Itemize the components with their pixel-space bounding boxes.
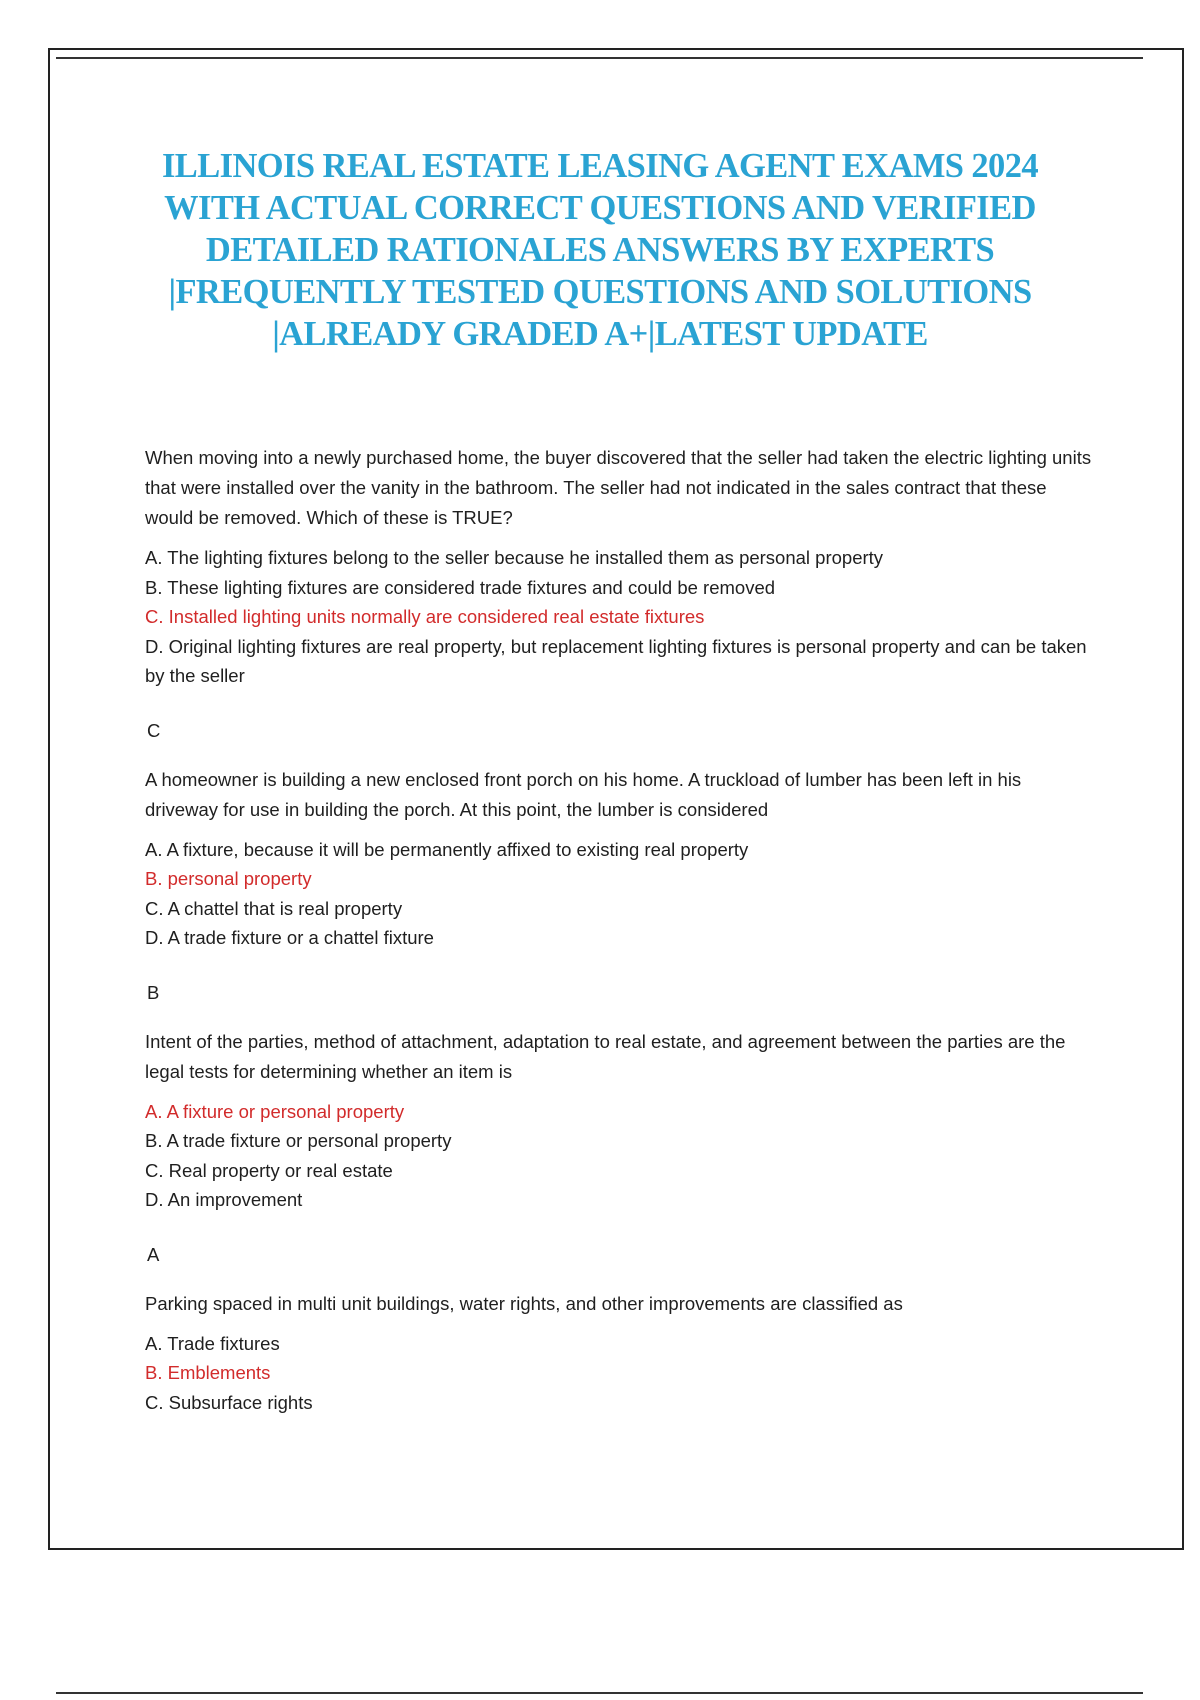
question-block-1 <box>145 443 1095 746</box>
title-line: WITH ACTUAL CORRECT QUESTIONS AND VERIFIED <box>164 189 1036 227</box>
option-a: A. The lighting fixtures belong to the seller because he installed them as personal property <box>145 547 884 568</box>
option-a: A. Trade fixtures <box>145 1332 280 1354</box>
option-c: C. Real property or real estate <box>145 1159 393 1181</box>
document-title <box>120 145 1080 355</box>
question-block-2 <box>145 765 1095 1008</box>
option-list <box>145 543 1095 691</box>
option-b-correct: B. Emblements <box>145 1362 271 1383</box>
option-a-correct: A. A fixture or personal property <box>145 1100 405 1122</box>
option-list <box>145 1097 1095 1215</box>
option-c: C. Subsurface rights <box>145 1391 313 1413</box>
top-rule <box>56 57 1143 59</box>
title-line: ILLINOIS REAL ESTATE LEASING AGENT EXAMS 2024 <box>161 147 1038 185</box>
option-b: B. These lighting fixtures are considered trade fixtures and could be removed <box>145 576 776 598</box>
question-text: A homeowner is building a new enclosed front porch on his home. A truckload of lumber has been left in his driveway for use in building the porch. At this point, the lumber is considered <box>145 768 1022 820</box>
answer-key: B <box>147 981 160 1003</box>
title-line: DETAILED RATIONALES ANSWERS BY EXPERTS <box>205 231 995 269</box>
option-c: C. A chattel that is real property <box>145 897 403 919</box>
title-line: |ALREADY GRADED A+|LATEST UPDATE <box>272 315 928 353</box>
answer-key: C <box>147 719 161 741</box>
question-block-3 <box>145 1027 1095 1270</box>
title-line: |FREQUENTLY TESTED QUESTIONS AND SOLUTIONS <box>168 273 1032 311</box>
option-d: D. An improvement <box>145 1189 303 1210</box>
question-text: When moving into a newly purchased home, the buyer discovered that the seller had taken the electric lighting units that were installed over the vanity in the bathroom. The seller had not indicated in the sales contract that these would be removed. Which of these is TRUE? <box>145 447 1092 528</box>
answer-key: A <box>147 1243 160 1265</box>
question-text: Intent of the parties, method of attachment, adaptation to real estate, and agreement between the parties are the legal tests for determining whether an item is <box>145 1030 1066 1082</box>
option-b: B. A trade fixture or personal property <box>145 1130 452 1151</box>
question-list <box>145 443 1095 1417</box>
option-d: D. A trade fixture or a chattel fixture <box>145 927 434 948</box>
bottom-rule <box>56 1692 1143 1694</box>
option-b-correct: B. personal property <box>145 868 312 889</box>
option-c-correct: C. Installed lighting units normally are considered real estate fixtures <box>145 606 705 627</box>
question-block-4 <box>145 1289 1095 1418</box>
option-a: A. A fixture, because it will be permanently affixed to existing real property <box>145 838 749 860</box>
option-d: D. Original lighting fixtures are real property, but replacement lighting fixtures is personal property and can be taken by the seller <box>145 635 1087 686</box>
option-list <box>145 1329 1095 1418</box>
option-list <box>145 835 1095 953</box>
question-text: Parking spaced in multi unit buildings, water rights, and other improvements are classified as <box>145 1292 903 1314</box>
